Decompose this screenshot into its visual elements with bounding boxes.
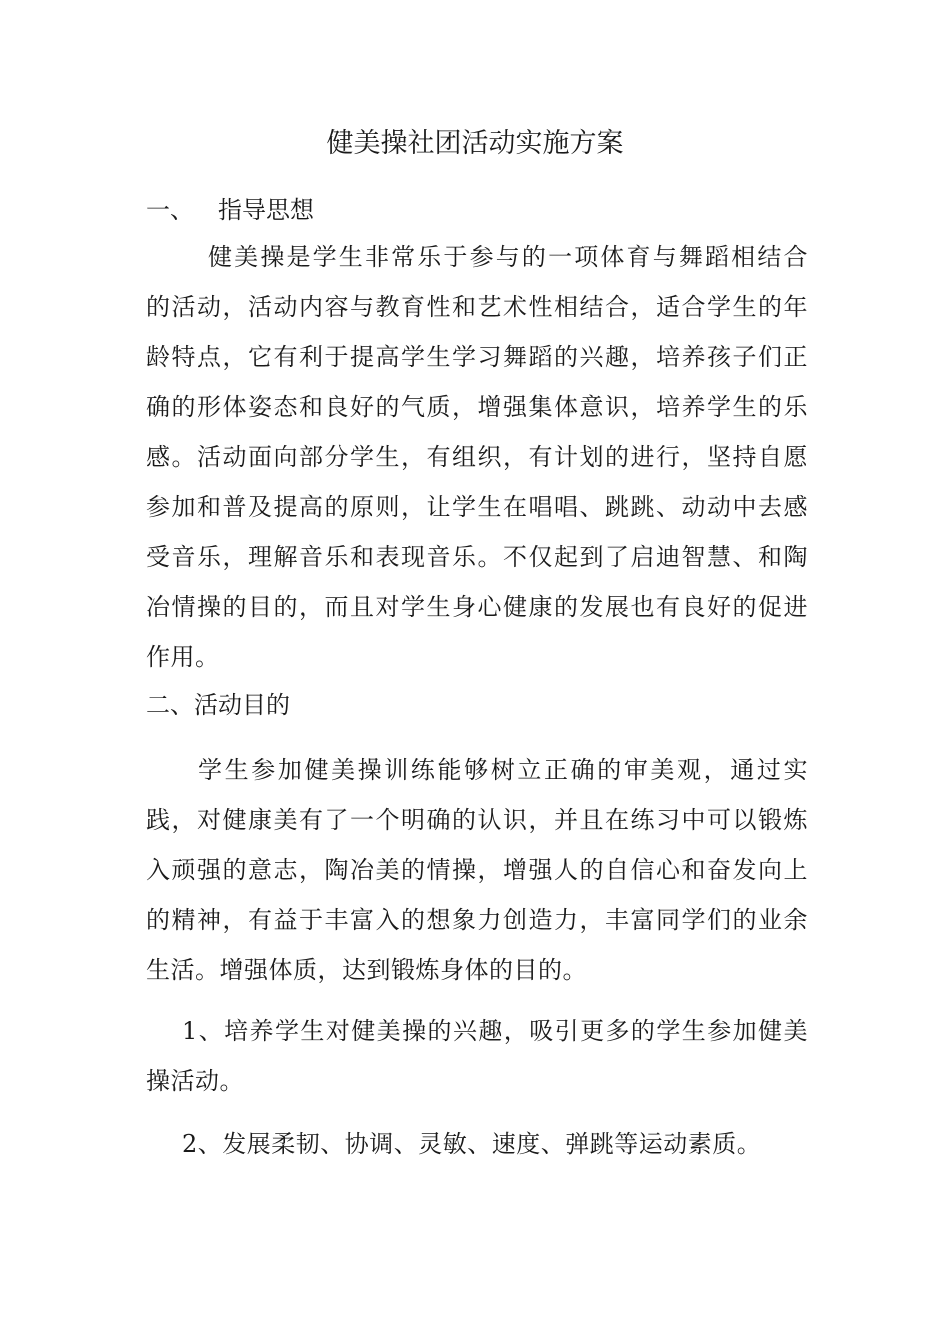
paragraph-line: 龄特点，它有利于提高学生学习舞蹈的兴趣，培养孩子们正 <box>146 343 808 371</box>
paragraph-line: 学生参加健美操训练能够树立正确的审美观，通过实 <box>198 756 808 784</box>
paragraph-line: 参加和普及提高的原则，让学生在唱唱、跳跳、动动中去感 <box>146 493 808 521</box>
paragraph-line: 入顽强的意志，陶冶美的情操，增强人的自信心和奋发向上 <box>146 856 808 884</box>
goal-item-line: 操活动。 <box>146 1067 244 1095</box>
paragraph-line: 确的形体姿态和良好的气质，增强集体意识，培养学生的乐 <box>146 393 808 421</box>
goal-item-1 <box>146 1006 808 1106</box>
section-1-number: 一、 <box>146 196 194 224</box>
section-2-heading: 二、活动目的 <box>146 691 290 719</box>
paragraph-line: 的精神，有益于丰富入的想象力创造力，丰富同学们的业余 <box>146 906 808 934</box>
paragraph-line: 的活动，活动内容与教育性和艺术性相结合，适合学生的年 <box>146 293 808 321</box>
paragraph-line: 冶情操的目的，而且对学生身心健康的发展也有良好的促进 <box>146 593 808 621</box>
paragraph-line: 受音乐，理解音乐和表现音乐。不仅起到了启迪智慧、和陶 <box>146 543 808 571</box>
goal-item-2 <box>146 1119 808 1169</box>
section-1-paragraph <box>146 232 808 682</box>
section-2-paragraph <box>146 745 808 995</box>
paragraph-line: 生活。增强体质，达到锻炼身体的目的。 <box>146 956 587 984</box>
paragraph-line: 践，对健康美有了一个明确的认识，并且在练习中可以锻炼 <box>146 806 808 834</box>
goal-item-line: 1、培养学生对健美操的兴趣，吸引更多的学生参加健美 <box>182 1017 808 1045</box>
goal-item-line: 2、发展柔韧、协调、灵敏、速度、弹跳等运动素质。 <box>182 1130 762 1158</box>
paragraph-line: 感。活动面向部分学生，有组织，有计划的进行，坚持自愿 <box>146 443 808 471</box>
section-1-heading <box>146 192 314 228</box>
paragraph-line: 健美操是学生非常乐于参与的一项体育与舞蹈相结合 <box>208 243 808 271</box>
section-1-title: 指导思想 <box>218 196 314 224</box>
document-title: 健美操社团活动实施方案 <box>326 128 624 159</box>
paragraph-line: 作用。 <box>146 643 220 671</box>
